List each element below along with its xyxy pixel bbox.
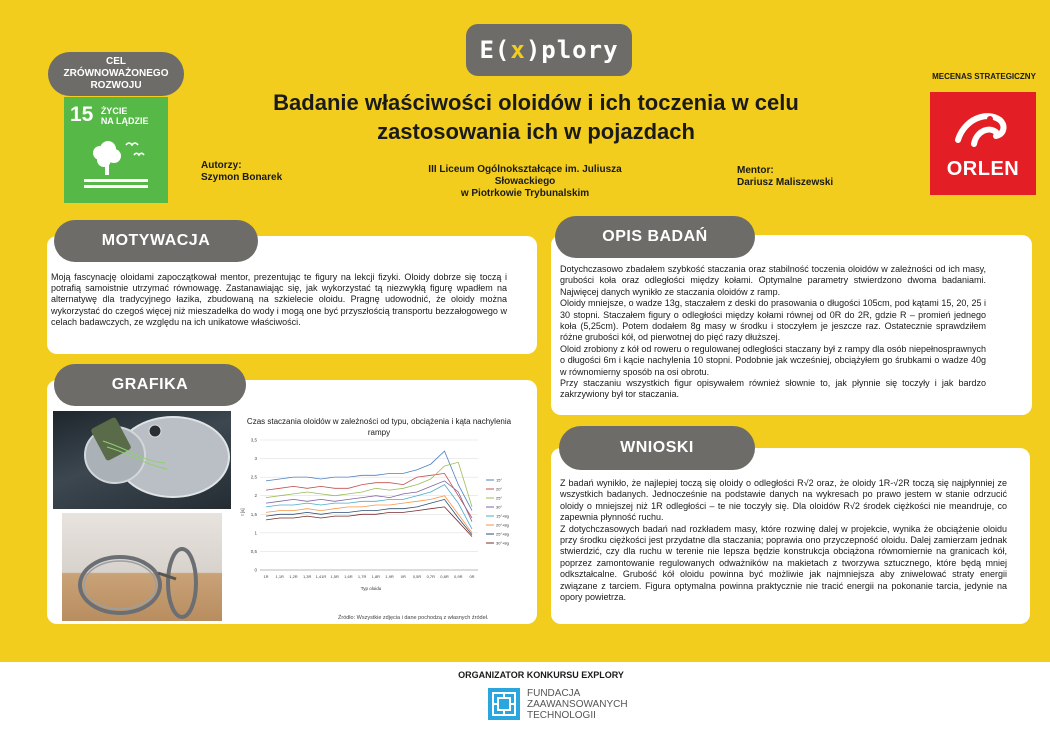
chart-legend-label: 25°+8g (496, 531, 509, 537)
chart-legend (486, 478, 509, 546)
sdg-label-line2: NA LĄDZIE (100, 116, 149, 126)
foundation-line1: FUNDACJA (527, 688, 581, 699)
chart-x-tick-label: 1,3R (302, 574, 312, 579)
chart-x-tick-label: 1,1R (275, 574, 284, 579)
chart-x-ticks (263, 574, 474, 579)
chart-legend-label: 15°+8g (496, 513, 509, 519)
chart-y-tick-label: 2 (254, 493, 257, 499)
chart-y-tick-label: 1,5 (250, 511, 257, 517)
authors-block (201, 160, 282, 184)
chart-y-tick-label: 0 (254, 567, 257, 573)
opis-text (560, 264, 986, 401)
chart-y-tick-label: 2,5 (250, 474, 257, 480)
orlen-word: ORLEN (946, 158, 1020, 180)
source-note: Źródło: Wszystkie zdjęcia i dane pochodzą z własnych źródeł. (338, 615, 489, 621)
patron-label: MECENAS STRATEGICZNY (932, 72, 1036, 81)
chart-x-tick-label: 1,41R (315, 574, 327, 579)
chart-x-tick-label: 1R (263, 574, 269, 579)
organizer-label: ORGANIZATOR KONKURSU EXPLORY (458, 670, 624, 680)
chart-title: Czas staczania oloidów w zależności od typu, obciążenia i kąta nachylenia rampy (246, 417, 512, 437)
chart-x-tick-label: 0R (400, 574, 406, 579)
sdg-badge (48, 52, 184, 204)
school-line2: Słowackiego (494, 176, 556, 187)
wnioski-header: WNIOSKI (559, 426, 755, 470)
chart-series-line (266, 507, 472, 537)
chart-x-tick-label: 0,8R (440, 574, 449, 579)
chart-x-tick-label: 1,2R (289, 574, 298, 579)
chart-legend-label: 25° (496, 495, 503, 501)
chart-y-tick-label: 0,5 (250, 548, 257, 554)
sdg-pill-line2: ZRÓWNOWAŻONEGO (63, 68, 169, 79)
chart-lines (266, 451, 472, 536)
sdg-pill (48, 52, 184, 96)
opis-header: OPIS BADAŃ (555, 216, 755, 258)
chart-y-tick-label: 3 (254, 456, 257, 462)
chart-legend-label: 20° (496, 486, 503, 492)
school-line1: III Liceum Ogólnokształcące im. Juliusza (428, 164, 622, 175)
chart-x-tick-label: 1,5R (330, 574, 339, 579)
sdg-pill-line3: ROZWOJU (90, 80, 142, 91)
logo-x: x (510, 36, 526, 64)
grafika-header: GRAFIKA (54, 364, 246, 406)
authors-name: Szymon Bonarek (201, 172, 283, 183)
foundation-line2: ZAAWANSOWANYCH (527, 699, 628, 710)
wnioski-text (560, 478, 1007, 603)
sdg-tile (64, 97, 168, 203)
chart-x-tick-label: 1,6R (344, 574, 353, 579)
chart-x-tick-label: 0,9R (454, 574, 463, 579)
chart-x-tick-label: 1,8R (371, 574, 381, 579)
fzt-logo-icon (488, 688, 520, 720)
chart-x-tick-label: 0R (469, 574, 475, 579)
chart-x-tick-label: 0,7R (426, 574, 436, 579)
chart-y-tick-label: 3,5 (250, 437, 257, 443)
bicycle-wheel-oloid-photo (62, 513, 222, 621)
explory-logo (466, 24, 632, 76)
oloid-render-image (53, 411, 231, 509)
logo-suffix: )plory (525, 36, 619, 64)
foundation-name (527, 688, 628, 721)
orlen-eagle-icon (930, 94, 1036, 164)
mentor-name: Dariusz Maliszewski (737, 177, 834, 188)
chart-x-tick-label: 1,7R (357, 574, 367, 579)
mentor-block (737, 165, 833, 189)
foundation-line3: TECHNOLOGII (527, 710, 596, 721)
logo-prefix: E( (479, 36, 511, 64)
chart-x-tick-label: 1,9R (385, 574, 394, 579)
opis-paragraph-3: Oloid zrobiony z kół od roweru o regulowanej odległości staczany był z rampy dla osób niepełnosprawnych o długości 6m i kącie nachylenia 10 stopni. Podobnie jak wcześniej, obciążyłem go śrubkami o wadze 40g w równomierny sposób na osi obrotu. (560, 343, 986, 377)
school-line3: w Piotrkowie Trybunalskim (460, 188, 590, 199)
sdg-number: 15 (70, 103, 94, 126)
line-chart (234, 432, 524, 612)
school-block (400, 164, 650, 200)
tree-birds-icon (70, 135, 162, 199)
title-line1: Badanie właściwości oloidów i ich toczenia w celu (273, 90, 799, 115)
opis-paragraph-1: Dotychczasowo zbadałem szybkość staczania oraz stabilność toczenia oloidów w zależności od ich masy, grubości koła oraz odległości między kołami. Optymalne parametry stwierdzono dwoma badaniami. Najwięcej danych wynikło ze staczania oloidów z ramp. (560, 264, 986, 297)
opis-paragraph-4: Przy staczaniu wszystkich figur opisywałem również słownie to, jak płynnie się toczyły i jak bardzo zakrzywiony był tor staczania. (560, 378, 986, 400)
chart-series-line (266, 485, 472, 529)
chart-legend-label: 20°+8g (496, 522, 509, 528)
chart-x-axis-label: Typ oloidu (360, 586, 382, 591)
sdg-label-line1: ŻYCIE (100, 106, 128, 116)
sdg-pill-line1: CEL (106, 56, 126, 67)
poster-title (200, 88, 872, 146)
chart-x-tick-label: 0,5R (412, 574, 422, 579)
motywacja-header: MOTYWACJA (54, 220, 258, 262)
authors-label: Autorzy: (201, 160, 242, 171)
chart-y-ticks (251, 438, 258, 573)
orlen-logo (930, 92, 1036, 195)
wheel-oloid-drawing (62, 513, 222, 621)
mentor-label: Mentor: (737, 165, 774, 176)
chart-legend-label: 15° (496, 477, 503, 483)
title-line2: zastosowania ich w pojazdach (377, 119, 695, 144)
chart-y-axis-label: t [s] (240, 508, 245, 516)
wnioski-paragraph-1: Z badań wynikło, że najlepiej toczą się oloidy o odległości R√2 oraz, że oloidy 1R-√2R toczą się najpłynniej ze wszystkich badanych. Jednocześnie na podstawie danych na wykresach po prawo jestem w stanie odrzucić oloidy o mniejszej niż 1R odległości – te nie toczyły się. Dla oloidów R√2 środek ciężkości nie meandruje, co zapewnia płynność ruchu. (560, 478, 1007, 523)
chart-legend-label: 30° (496, 504, 503, 510)
chart-legend-label: 30°+8g (496, 540, 509, 546)
wnioski-paragraph-2: Z dotychczasowych badań nad rozkładem masy, które rozwinę dalej w projekcie, wynika że obciążenie oloidu przy środku ciężkości jest przydatne dla staczania; poprawia ono przyczepność oloidu. Dalej zamierzam jednak stwierdzić, czy dla ruchu w terenie nie lepsza będzie konstrukcja obciążona równomiernie na granicach kół, poprzez zamontowanie regulowanych odważników na makietach z tworzywa sztucznego, które będą mniej odkształcalne. Grubość kół oloidu powinna być możliwie jak najmniejsza aby zniwelować straty energii związane z tarciem. Figura optymalna powinna praktycznie nie tracić energii na pokonanie tarcia, jedynie na opory powietrza. (560, 523, 1007, 603)
chart-y-tick-label: 1 (254, 530, 257, 536)
opis-paragraph-2: Oloidy mniejsze, o wadze 13g, staczałem z deski do prasowania o długości 105cm, pod kątami 15, 20, 25 i 30 stopni. Staczałem figury o odległości między kołami równej od 0R do 2R, gdzie R – promień jednego koła (5,25cm). Potem dodałem 8g masy w środku i stoczyłem je jeszcze raz. Ostatecznie sprawdziłem różne grubości kół, od pierwotnej do pięć razy dłuższej. (560, 298, 986, 343)
oloid-render-drawing (53, 411, 231, 509)
sdg-label (101, 106, 149, 126)
motywacja-text: Moją fascynację oloidami zapoczątkował mentor, prezentując te figury na lekcji fizyki. Oloidy dobrze się toczą i potrafią samoistnie utrzymać równowagę. Zastanawiając się, jak wykorzystać tą niezwykłą figurę wpadłem na alternatywę dla tradycyjnego łazika, zbudowaną na szkielecie oloidu. Pragnę udowodnić, że oloidy można wykorzystać do czegoś więcej niż mieszadełka do wody i mogą one być przyszłością transportu bezzałogowego w celach badawczych, ze względu na ich unikatowe właściwości. (51, 272, 507, 327)
